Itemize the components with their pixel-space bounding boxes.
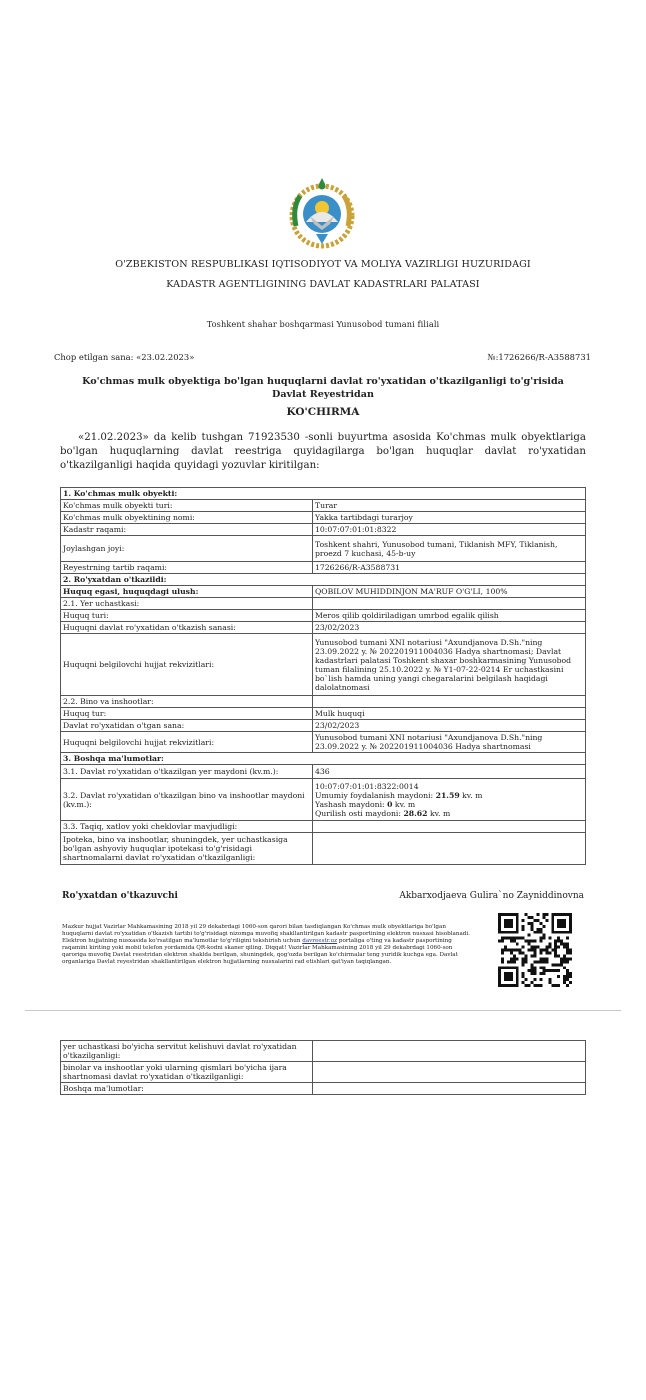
section-heading: 1. Ko'chmas mulk obyekti: (61, 488, 586, 500)
table-row: Huquq tur: Mulk huquqi (61, 708, 586, 720)
table-row: Reyestrning tartib raqami: 1726266/R-A3588731 (61, 562, 586, 574)
table-row: Kadastr raqami: 10:07:07:01:01:8322 (61, 524, 586, 536)
qr-code-icon (498, 913, 572, 987)
table-row: Ko'chmas mulk obyekti turi: Turar (61, 500, 586, 512)
table-row: Boshqa ma'lumotlar: (61, 1083, 586, 1095)
building-code: 10:07:07:01:01:8322:0014 (315, 781, 419, 791)
intro-paragraph: «21.02.2023» da kelib tushgan 71923530 -sonli buyurtma asosida Ko'chmas mulk obyektlariga bo'lgan huquqlarning davlat reestriga quyidagilarga bo'lgan huquqlar davlat ro'yxatidan o'tkazilganligi haqida quyidagi yozuvlar kiritilgan: (60, 432, 586, 471)
table-row: Huquqni belgilovchi hujjat rekvizitlari: Yunusobod tumani XNI notariusi "Axundjanova D.Sh."ning 23.09.2022 y. № 202201911004036 Hadya shartnomasi (61, 732, 586, 753)
table-row: 3.1. Davlat ro'yxatidan o'tkazilgan yer maydoni (kv.m.): 436 (61, 765, 586, 779)
ministry-heading: O'ZBEKISTON RESPUBLIKASI IQTISODIYOT VA MOLIYA VAZIRLIGI HUZURIDAGI (115, 259, 531, 270)
legal-notice: Mazkur hujjat Vazirlar Mahkamasining 2018 yil 29 dekabrdagi 1060-son qarori bilan tasdiqlangan Ko'chmas mulk obyektlariga bo'lgan huquqlarni davlat ro'yxatidan o'tkazish tartibi to'g'risidagi nizomga muvofiq shakllantirilgan kadastr pasportining elektron nusxasi hisoblanadi. Elektron hujjatning nusxasida ko'rsatilgan ma'lumotlar to'g'riligini tekshirish uchun davreestr.uz portaliga o'ting va kadastr pasportining raqamini kiriting yoki mobil telefon yordamida QR-kodni skaner qiling. Diqqat! Vazirlar Mahkamasining 2018 yil 29 dekabrdagi 1060-son qaroriga muvofiq Davlat reestridan elektron shaklda berilgan, shuningdek, qog'ozda berilgan ko'chirmalar teng yuridik kuchga ega. Davlat organlariga Davlat reyestridan shakllantirilgan elektron hujjatlarning nusxalarini rad etishlari qat'iyan taqiqlangan. (62, 924, 470, 966)
registrar-label: Ro'yxatdan o'tkazuvchi (62, 891, 178, 901)
table-row: Ipoteka, bino va inshootlar, shuningdek, yer uchastkasiga bo'lgan ashyoviy huquqlar ipotekasi to'g'risidagi shartnomalarni davlat ro'yxatidan o'tkazilganligi: (61, 833, 586, 865)
table-row: Huquq egasi, huquqdagi ulush: QOBILOV MUHIDDINJON MA'RUF O'G'LI, 100% (61, 586, 586, 598)
registry-table (60, 487, 586, 865)
davreestr-link[interactable]: davreestr.uz (302, 938, 338, 945)
table-row: 3.2. Davlat ro'yxatidan o'tkazilgan bino va inshootlar maydoni (kv.m.): 10:07:07:01:01:8322:0014 Umumiy foydalanish maydoni: 21.59 kv. m Yashash maydoni: 0 kv. m Qurilish osti maydoni: 28.62 kv. m (61, 779, 586, 821)
built-area: Qurilish osti maydoni: 28.62 kv. m (315, 808, 451, 818)
table-row: Huquqni davlat ro'yxatidan o'tkazish sanasi: 23/02/2023 (61, 622, 586, 634)
section-heading: 2. Ro'yxatdan o'tkazildi: (61, 574, 586, 586)
table-row: 3.3. Taqiq, xatlov yoki cheklovlar mavjudligi: (61, 821, 586, 833)
print-date: Chop etilgan sana: «23.02.2023» (54, 352, 195, 362)
section-heading: 3. Boshqa ma'lumotlar: (61, 753, 586, 765)
registrar-name: Akbarxodjaeva Gulira`no Zayniddinovna (399, 891, 584, 901)
qr-code (498, 913, 572, 987)
document-title: Ko'chmas mulk obyektiga bo'lgan huquqlarni davlat ro'yxatidan o'tkazilganligi to'g'risida Davlat Reyestridan (82, 376, 564, 400)
table-row: yer uchastkasi bo'yicha servitut kelishuvi davlat ro'yxatidan o'tkazilganligi: (61, 1041, 586, 1062)
table-row: Huquq turi: Meros qilib qoldiriladigan umrbod egalik qilish (61, 610, 586, 622)
page-separator (25, 1010, 621, 1011)
table-row: 2.1. Yer uchastkasi: (61, 598, 586, 610)
table-row: Davlat ro'yxatidan o'tgan sana: 23/02/2023 (61, 720, 586, 732)
branch-heading: Toshkent shahar boshqarmasi Yunusobod tumani filiali (206, 319, 440, 329)
table-row: Joylashgan joyi: Toshkent shahri, Yunusobod tumani, Tiklanish MFY, Tiklanish, proezd 7 kuchasi, 45-b-uy (61, 536, 586, 562)
emblem-icon (286, 178, 358, 250)
table-row: Huquqni belgilovchi hujjat rekvizitlari: Yunusobod tumani XNI notariusi "Axundjanova D.Sh."ning 23.09.2022 y. № 202201911004036 Hadya shartnomasi; Davlat kadastrlari palatasi Toshkent shaxar boshkarmasining Yunusobod tuman filalining 25.10.2022 y. № Y1-07-22-0214 Er uchastkasini bo`lish hamda uning yangi chegaralarini belgilash haqidagi dalolatnomasi (61, 634, 586, 696)
table-row: Ko'chmas mulk obyektining nomi: Yakka tartibdagi turarjoy (61, 512, 586, 524)
state-emblem (286, 178, 358, 250)
document-number: №:1726266/R-A3588731 (487, 352, 591, 362)
continuation-table (60, 1040, 586, 1095)
table-row: 2.2. Bino va inshootlar: (61, 696, 586, 708)
table-row: binolar va inshootlar yoki ularning qismlari bo'yicha ijara shartnomasi davlat ro'yxatidan o'tkazilganligi: (61, 1062, 586, 1083)
living-area: Yashash maydoni: 0 kv. m (315, 799, 416, 809)
useful-area: Umumiy foydalanish maydoni: 21.59 kv. m (315, 790, 483, 800)
agency-heading: KADASTR AGENTLIGINING DAVLAT KADASTRLARI PALATASI (166, 279, 480, 290)
document-subtitle: KO'CHIRMA (286, 406, 360, 418)
